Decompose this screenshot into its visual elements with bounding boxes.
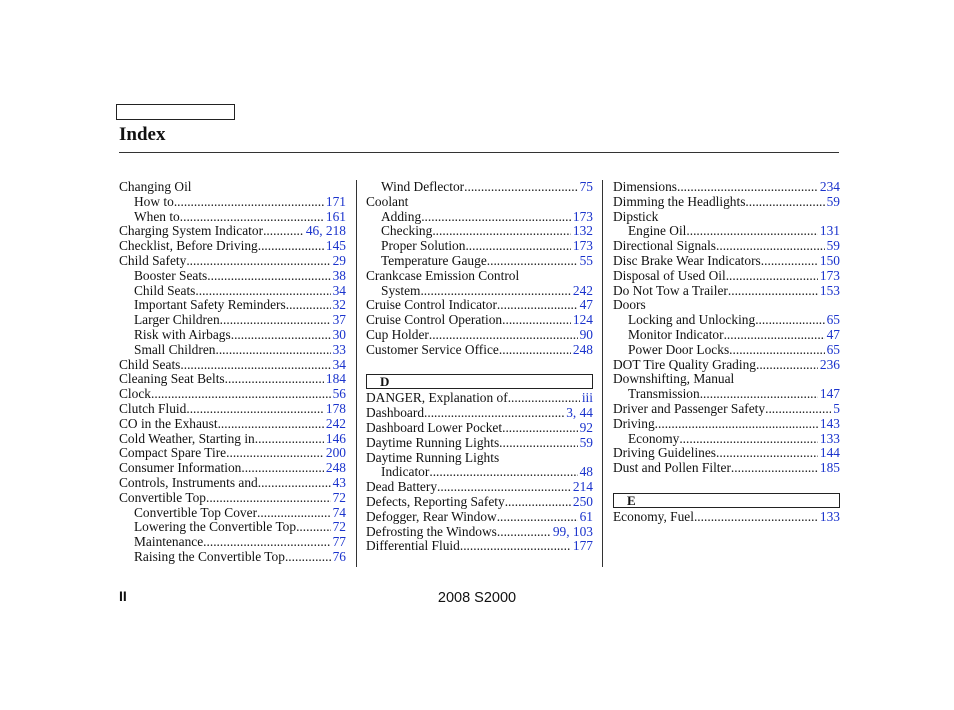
page-reference-link[interactable]: 5: [833, 400, 840, 416]
dot-leader: [499, 343, 571, 358]
entry-label: Clock: [119, 386, 151, 402]
index-subentry: [613, 328, 840, 343]
dot-leader: [180, 210, 324, 225]
entry-label: Defrosting the Windows: [366, 523, 497, 539]
entry-label: Risk with Airbags: [134, 326, 231, 342]
index-entry: [613, 269, 840, 284]
index-entry: [119, 254, 346, 269]
dot-leader: [745, 195, 824, 210]
page-reference-link[interactable]: 133: [819, 430, 840, 446]
index-subentry: [366, 224, 593, 239]
index-subentry: [119, 506, 346, 521]
dot-leader: [203, 535, 330, 550]
dot-leader: [502, 313, 571, 328]
index-subentry: [366, 284, 593, 299]
index-subentry: [613, 343, 840, 358]
dot-leader: [263, 224, 304, 239]
page-reference-link[interactable]: 234: [819, 179, 840, 194]
index-entry: [366, 480, 593, 495]
dot-leader: [729, 343, 824, 358]
dot-leader: [296, 520, 331, 535]
entry-label: Child Safety: [119, 252, 187, 268]
dot-leader: [716, 239, 825, 254]
page-reference-link[interactable]: 153: [819, 282, 840, 298]
entry-label: System: [381, 282, 421, 298]
index-entry: [613, 510, 840, 525]
page-reference-link[interactable]: 59: [826, 238, 840, 254]
index-subentry: [366, 210, 593, 225]
page-reference-link[interactable]: 143: [819, 415, 840, 431]
entry-label: How to: [134, 193, 174, 209]
dot-leader: [257, 506, 331, 521]
page-reference-link[interactable]: 90: [579, 326, 593, 342]
dot-leader: [716, 446, 818, 461]
dot-leader: [728, 284, 818, 299]
entry-label: When to: [134, 208, 180, 224]
entry-label: Indicator: [381, 464, 430, 480]
entry-label: Checking: [381, 223, 433, 239]
index-entry: [119, 387, 346, 402]
dot-leader: [286, 298, 331, 313]
dot-leader: [421, 210, 571, 225]
page-reference-link[interactable]: 37: [332, 312, 346, 328]
index-entry: [613, 210, 840, 225]
entry-label: Customer Service Office: [366, 341, 499, 357]
page-reference-link[interactable]: 65: [826, 312, 840, 328]
dot-leader: [215, 343, 330, 358]
entry-label: Economy, Fuel: [613, 508, 694, 524]
entry-label: Adding: [381, 208, 422, 224]
entry-label: Dimming the Headlights: [613, 193, 746, 209]
entry-label: Do Not Tow a Trailer: [613, 282, 728, 298]
dot-leader: [186, 254, 330, 269]
page-reference-link[interactable]: 92: [579, 419, 593, 435]
entry-label: Maintenance: [134, 534, 204, 550]
index-entry: [366, 269, 593, 284]
index-entry: [366, 343, 593, 358]
index-entry: [366, 510, 593, 525]
dot-leader: [432, 224, 571, 239]
page-reference-link[interactable]: 131: [819, 223, 840, 239]
entry-label: Raising the Convertible Top: [134, 548, 285, 564]
page-reference-link[interactable]: 29: [332, 252, 346, 268]
index-entry: [366, 525, 593, 540]
index-entry: [613, 417, 840, 432]
index-entry: [119, 372, 346, 387]
dot-leader: [502, 421, 578, 436]
page-reference-link[interactable]: 178: [325, 400, 346, 416]
entry-label: Checklist, Before Driving: [119, 238, 258, 254]
index-subentry: [366, 180, 593, 195]
index-entry: [613, 195, 840, 210]
dot-leader: [437, 480, 571, 495]
entry-label: Convertible Top: [119, 489, 206, 505]
index-subentry: [613, 432, 840, 447]
dot-leader: [429, 328, 578, 343]
entry-label: Cleaning Seat Belts: [119, 371, 225, 387]
dot-leader: [765, 402, 831, 417]
page-reference-link[interactable]: iii: [581, 390, 593, 406]
dot-leader: [700, 387, 818, 402]
dot-leader: [174, 195, 324, 210]
entry-label: Convertible Top Cover: [134, 504, 258, 520]
dot-leader: [499, 436, 577, 451]
page-reference-link[interactable]: 161: [325, 208, 346, 224]
page-reference-link[interactable]: 38: [332, 267, 346, 283]
dot-leader: [285, 550, 331, 565]
index-entry: [119, 358, 346, 373]
page-reference-link[interactable]: 34: [332, 282, 346, 298]
index-entry: [366, 391, 593, 406]
page-reference-link[interactable]: 46, 218: [305, 223, 346, 239]
index-subentry: [119, 313, 346, 328]
page-reference-link[interactable]: 132: [572, 223, 593, 239]
dot-leader: [464, 180, 577, 195]
index-column-2: [366, 180, 593, 554]
section-letter: E: [613, 493, 840, 508]
entry-label: Proper Solution: [381, 238, 466, 254]
page-reference-link[interactable]: 99, 103: [552, 523, 593, 539]
title-rule: [119, 152, 839, 153]
dot-leader: [186, 402, 324, 417]
index-entry: [366, 436, 593, 451]
entry-label: Defects, Reporting Safety: [366, 493, 505, 509]
dot-leader: [497, 510, 578, 525]
index-entry: [119, 476, 346, 491]
index-column-3: [613, 180, 840, 525]
dot-leader: [508, 391, 580, 406]
index-entry: [613, 180, 840, 195]
page-reference-link[interactable]: 75: [579, 179, 593, 194]
entry-label: Small Children: [134, 341, 216, 357]
entry-label: Consumer Information: [119, 460, 242, 476]
page-reference-link[interactable]: 72: [332, 519, 346, 535]
dot-leader: [731, 461, 818, 476]
page-reference-link[interactable]: 48: [579, 464, 593, 480]
entry-label: Larger Children: [134, 312, 220, 328]
entry-label: Controls, Instruments and: [119, 474, 258, 490]
entry-label: Cold Weather, Starting in: [119, 430, 255, 446]
dot-leader: [151, 387, 331, 402]
page-reference-link[interactable]: 47: [579, 297, 593, 313]
entry-label: Downshifting, Manual: [613, 371, 735, 387]
index-subentry: [613, 387, 840, 402]
entry-label: Charging System Indicator: [119, 223, 264, 239]
index-column-1: [119, 180, 346, 565]
entry-label: Cruise Control Indicator: [366, 297, 497, 313]
dot-leader: [761, 254, 818, 269]
entry-label: Dashboard: [366, 405, 425, 421]
page-reference-link[interactable]: 133: [819, 508, 840, 524]
dot-leader: [180, 358, 330, 373]
column-divider: [602, 180, 603, 567]
entry-label: Disposal of Used Oil: [613, 267, 726, 283]
entry-label: DOT Tire Quality Grading: [613, 356, 756, 372]
page-reference-link[interactable]: 56: [332, 386, 346, 402]
dot-leader: [241, 461, 324, 476]
dot-leader: [258, 239, 324, 254]
page-reference-link[interactable]: 72: [332, 489, 346, 505]
spacer: [366, 358, 593, 373]
column-divider: [356, 180, 357, 567]
dot-leader: [255, 432, 324, 447]
entry-label: DANGER, Explanation of: [366, 390, 508, 406]
dot-leader: [686, 224, 818, 239]
page-reference-link[interactable]: 3, 44: [566, 405, 593, 421]
entry-label: Compact Spare Tire: [119, 445, 227, 461]
entry-label: Clutch Fluid: [119, 400, 187, 416]
index-entry: [613, 254, 840, 269]
page-reference-link[interactable]: 33: [332, 341, 346, 357]
index-entry: [366, 451, 593, 466]
page-reference-link[interactable]: 236: [819, 356, 840, 372]
dot-leader: [497, 525, 551, 540]
index-subentry: [366, 254, 593, 269]
page-reference-link[interactable]: 59: [579, 434, 593, 450]
dot-leader: [756, 358, 818, 373]
dot-leader: [206, 491, 331, 506]
entry-label: Cruise Control Operation: [366, 312, 503, 328]
dot-leader: [420, 284, 570, 299]
entry-label: Crankcase Emission Control: [366, 267, 520, 283]
dot-leader: [487, 254, 578, 269]
index-subentry: [366, 465, 593, 480]
index-subentry: [119, 535, 346, 550]
page-reference-link[interactable]: 47: [826, 326, 840, 342]
page-reference-link[interactable]: 145: [325, 238, 346, 254]
index-entry: [366, 539, 593, 554]
index-entry: [366, 313, 593, 328]
dot-leader: [226, 446, 324, 461]
entry-label: CO in the Exhaust: [119, 415, 218, 431]
page-reference-link[interactable]: 61: [579, 508, 593, 524]
entry-label: Doors: [613, 297, 646, 313]
dot-leader: [726, 269, 818, 284]
index-entry: [119, 491, 346, 506]
entry-label: Cup Holder: [366, 326, 429, 342]
entry-label: Monitor Indicator: [628, 326, 724, 342]
entry-label: Dashboard Lower Pocket: [366, 419, 503, 435]
entry-label: Economy: [628, 430, 680, 446]
page-reference-link[interactable]: 74: [332, 504, 346, 520]
page-reference-link[interactable]: 59: [826, 193, 840, 209]
entry-label: Coolant: [366, 193, 409, 209]
index-entry: [366, 328, 593, 343]
entry-label: Temperature Gauge: [381, 252, 487, 268]
page-reference-link[interactable]: 171: [325, 193, 346, 209]
page-reference-link[interactable]: 248: [325, 460, 346, 476]
index-subentry: [119, 298, 346, 313]
entry-label: Booster Seats: [134, 267, 208, 283]
dot-leader: [694, 510, 818, 525]
entry-label: Important Safety Reminders: [134, 297, 286, 313]
page-reference-link[interactable]: 65: [826, 341, 840, 357]
entry-label: Child Seats: [119, 356, 181, 372]
index-entry: [613, 461, 840, 476]
entry-label: Wind Deflector: [381, 179, 465, 194]
dot-leader: [218, 417, 324, 432]
index-entry: [119, 446, 346, 461]
dot-leader: [724, 328, 825, 343]
entry-label: Differential Fluid: [366, 538, 460, 554]
index-entry: [613, 372, 840, 387]
index-subentry: [119, 328, 346, 343]
index-entry: [366, 421, 593, 436]
page-reference-link[interactable]: 184: [325, 371, 346, 387]
dot-leader: [258, 476, 331, 491]
index-subentry: [119, 343, 346, 358]
page-reference-link[interactable]: 34: [332, 356, 346, 372]
entry-label: Driver and Passenger Safety: [613, 400, 766, 416]
index-entry: [366, 195, 593, 210]
page-title: Index: [119, 124, 166, 145]
entry-label: Disc Brake Wear Indicators: [613, 252, 761, 268]
entry-label: Child Seats: [134, 282, 196, 298]
section-tab-box: [116, 104, 235, 120]
page-reference-link[interactable]: 43: [332, 474, 346, 490]
model-footer: 2008 S2000: [437, 590, 517, 606]
index-subentry: [366, 239, 593, 254]
page-reference-link[interactable]: 76: [332, 548, 346, 564]
index-entry: [613, 284, 840, 299]
entry-label: Directional Signals: [613, 238, 717, 254]
entry-label: Driving Guidelines: [613, 445, 717, 461]
index-entry: [613, 358, 840, 373]
entry-label: Dimensions: [613, 179, 677, 194]
index-entry: [119, 461, 346, 476]
index-subentry: [119, 284, 346, 299]
entry-label: Engine Oil: [628, 223, 687, 239]
index-entry: [613, 446, 840, 461]
page-reference-link[interactable]: 32: [332, 297, 346, 313]
index-subentry: [119, 520, 346, 535]
page-reference-link[interactable]: 77: [332, 534, 346, 550]
index-entry: [119, 432, 346, 447]
dot-leader: [655, 417, 818, 432]
entry-label: Dipstick: [613, 208, 659, 224]
dot-leader: [220, 313, 331, 328]
dot-leader: [231, 328, 331, 343]
dot-leader: [429, 465, 577, 480]
page-reference-link[interactable]: 124: [572, 312, 593, 328]
page-reference-link[interactable]: 144: [819, 445, 840, 461]
dot-leader: [465, 239, 570, 254]
dot-leader: [497, 298, 578, 313]
index-subentry: [119, 210, 346, 225]
spacer: [613, 476, 840, 491]
index-entry: [119, 402, 346, 417]
page-reference-link[interactable]: 214: [572, 479, 593, 495]
page-reference-link[interactable]: 173: [572, 208, 593, 224]
page-reference-link[interactable]: 177: [572, 538, 593, 554]
index-subentry: [119, 195, 346, 210]
page-reference-link[interactable]: 173: [572, 238, 593, 254]
index-entry: [613, 402, 840, 417]
index-subentry: [119, 269, 346, 284]
page-number: II: [119, 588, 127, 604]
index-entry: [119, 224, 346, 239]
index-entry: [613, 298, 840, 313]
index-subentry: [613, 224, 840, 239]
page-reference-link[interactable]: 147: [819, 386, 840, 402]
page-reference-link[interactable]: 146: [325, 430, 346, 446]
page-reference-link[interactable]: 242: [572, 282, 593, 298]
index-entry: [366, 495, 593, 510]
dot-leader: [755, 313, 824, 328]
page-reference-link[interactable]: 200: [325, 445, 346, 461]
index-entry: [366, 406, 593, 421]
index-entry: [366, 298, 593, 313]
index-entry: [119, 417, 346, 432]
index-entry: [119, 239, 346, 254]
page-reference-link[interactable]: 55: [579, 252, 593, 268]
entry-label: Dead Battery: [366, 479, 438, 495]
entry-label: Power Door Locks: [628, 341, 730, 357]
entry-label: Changing Oil: [119, 179, 192, 194]
page-reference-link[interactable]: 248: [572, 341, 593, 357]
entry-label: Transmission: [628, 386, 700, 402]
dot-leader: [424, 406, 564, 421]
index-entry: [119, 180, 346, 195]
dot-leader: [225, 372, 324, 387]
dot-leader: [505, 495, 571, 510]
page-reference-link[interactable]: 30: [332, 326, 346, 342]
page-reference-link[interactable]: 173: [819, 267, 840, 283]
page-reference-link[interactable]: 150: [819, 252, 840, 268]
entry-label: Defogger, Rear Window: [366, 508, 497, 524]
entry-label: Daytime Running Lights: [366, 434, 500, 450]
entry-label: Lowering the Convertible Top: [134, 519, 297, 535]
index-entry: [613, 239, 840, 254]
dot-leader: [195, 284, 330, 299]
dot-leader: [460, 539, 571, 554]
entry-label: Dust and Pollen Filter: [613, 460, 731, 476]
section-letter: D: [366, 374, 593, 389]
entry-label: Locking and Unlocking: [628, 312, 756, 328]
page-reference-link[interactable]: 185: [819, 460, 840, 476]
index-subentry: [119, 550, 346, 565]
page-reference-link[interactable]: 242: [325, 415, 346, 431]
entry-label: Daytime Running Lights: [366, 449, 500, 465]
index-subentry: [613, 313, 840, 328]
page-reference-link[interactable]: 250: [572, 493, 593, 509]
dot-leader: [677, 180, 818, 195]
entry-label: Driving: [613, 415, 655, 431]
dot-leader: [207, 269, 330, 284]
dot-leader: [679, 432, 818, 447]
